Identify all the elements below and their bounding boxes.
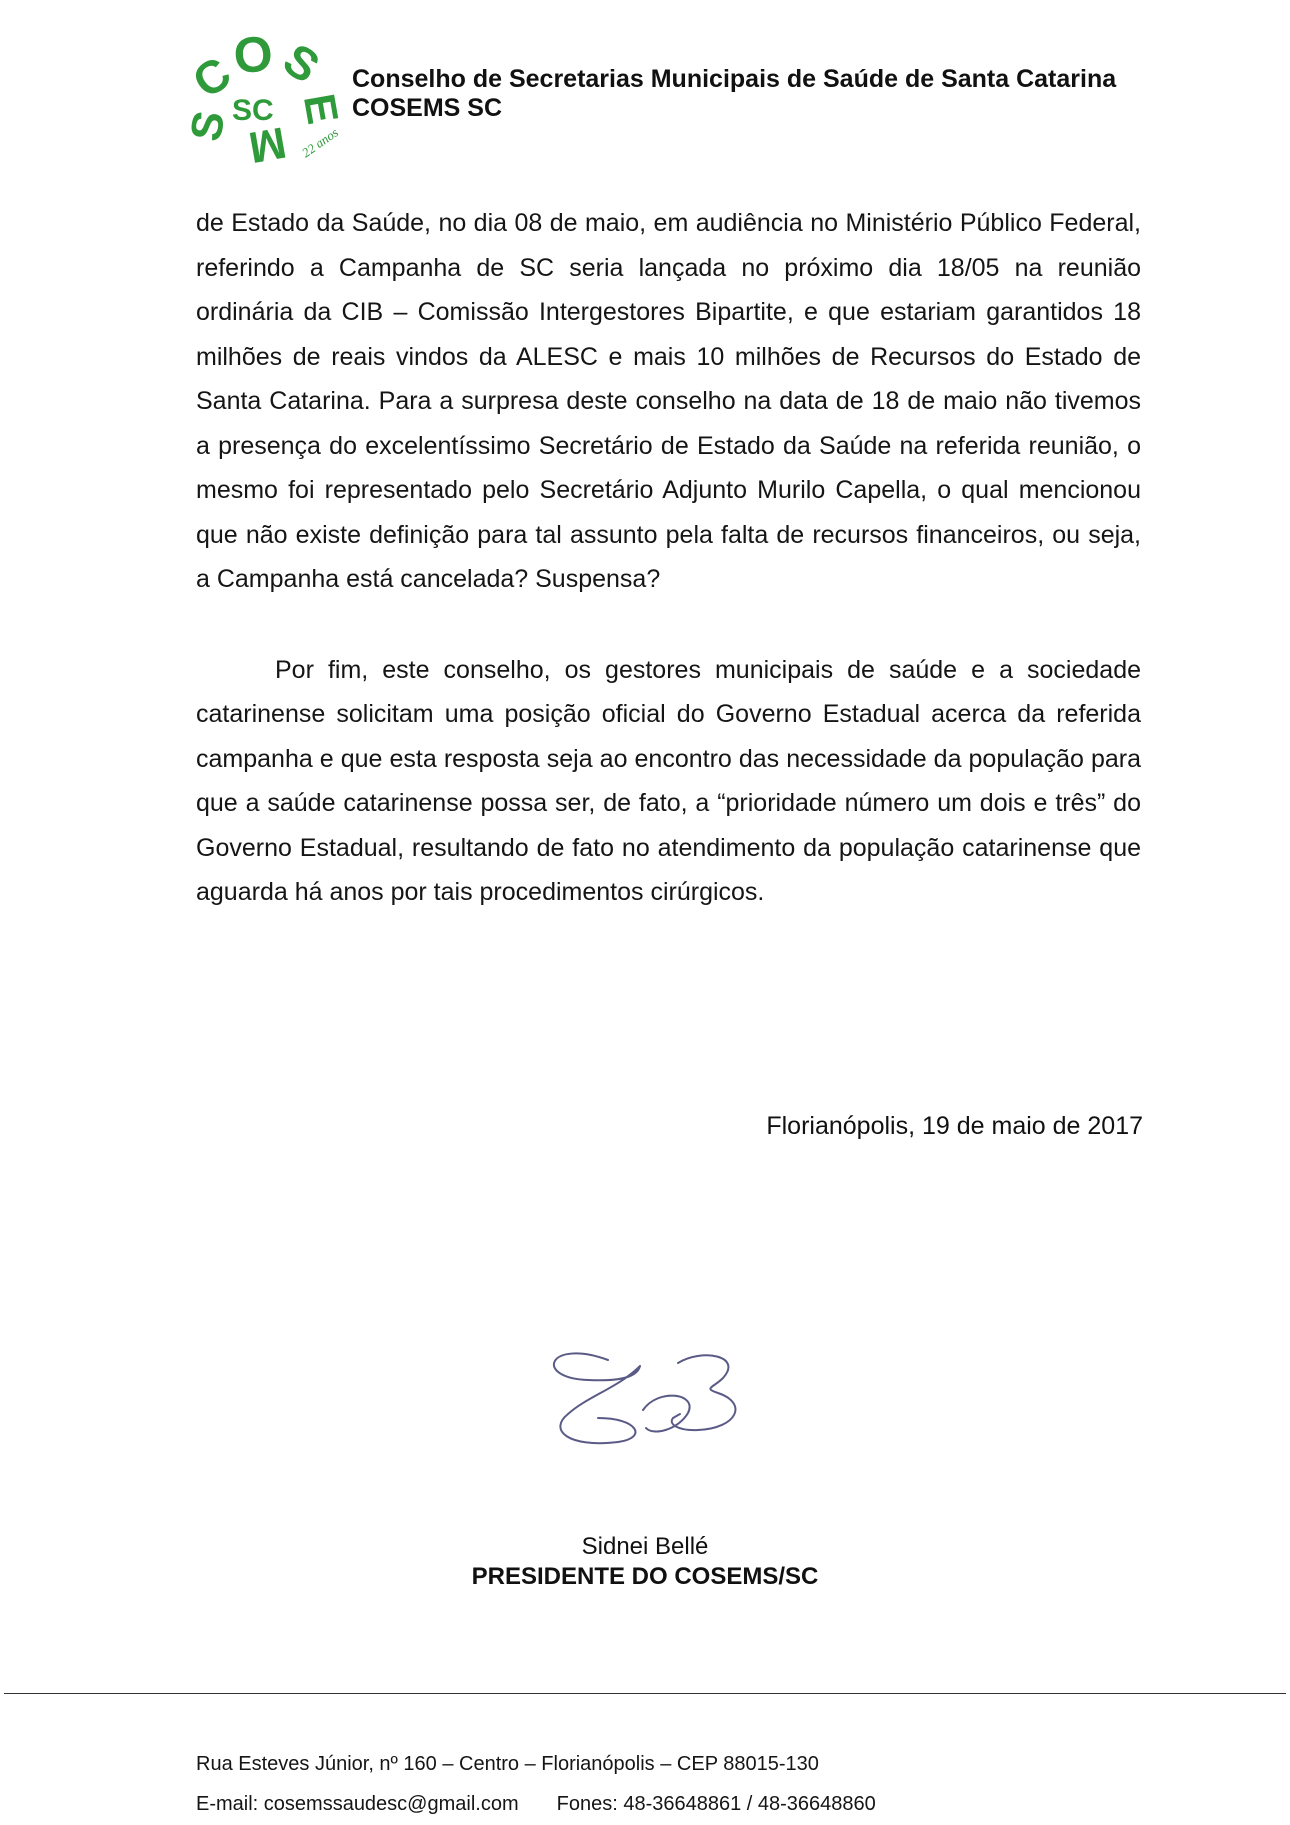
footer-phones: Fones: 48-36648861 / 48-36648860 [556,1793,876,1815]
footer [196,1744,876,1824]
footer-email: E-mail: cosemssaudesc@gmail.com [196,1793,519,1815]
letterhead [181,25,1190,172]
handwritten-signature [528,1318,793,1458]
svg-text:S: S [274,32,330,94]
svg-text:SC: SC [232,94,274,127]
footer-contacts [196,1784,876,1824]
letter-body [196,201,1141,915]
svg-text:22 anos: 22 anos [298,124,341,161]
organization-name-block [352,65,1116,123]
footer-address: Rua Esteves Júnior, nº 160 – Centro – Florianópolis – CEP 88015-130 [196,1753,819,1775]
footer-divider [4,1693,1286,1694]
svg-text:S: S [181,107,235,145]
svg-text:O: O [231,25,275,85]
paragraph-2: Por fim, este conselho, os gestores municipais de saúde e a sociedade catarinense solicitam uma posição oficial do Governo Estadual acerca da referida campanha e que esta resposta seja ao encontro das necessidade da população para que a saúde catarinense possa ser, de fato, a “prioridade número um dois e três” do Governo Estadual, resultando de fato no atendimento da população catarinense que aguarda há anos por tais procedimentos cirúrgicos. [196,655,1141,906]
organization-acronym: COSEMS SC [352,94,503,122]
svg-text:C: C [183,46,241,108]
signer-block [0,1532,1290,1592]
date-place: Florianópolis, 19 de maio de 2017 [766,1112,1143,1140]
paragraph-1: de Estado da Saúde, no dia 08 de maio, em audiência no Ministério Público Federal, referindo a Campanha de SC seria lançada no próximo dia 18/05 na reunião ordinária da CIB – Comissão Intergestores Bipartite, e que estariam garantidos 18 milhões de reais vindos da ALESC e mais 10 milhões de Recursos do Estado de Santa Catarina. Para a surpresa deste conselho na data de 18 de maio não tivemos a presença do excelentíssimo Secretário de Estado da Saúde na referida reunião, o mesmo foi representado pelo Secretário Adjunto Murilo Capella, o qual mencionou que não existe definição para tal assunto pela falta de recursos financeiros, ou seja, a Campanha está cancelada? Suspensa? [196,209,1141,593]
signer-name: Sidnei Bellé [581,1533,709,1560]
signer-title: PRESIDENTE DO COSEMS/SC [471,1563,819,1590]
svg-text:M: M [245,117,290,172]
svg-text:E: E [293,90,348,128]
organization-name: Conselho de Secretarias Municipais de Saúde de Santa Catarina [352,65,1117,93]
cosems-logo [181,25,355,172]
